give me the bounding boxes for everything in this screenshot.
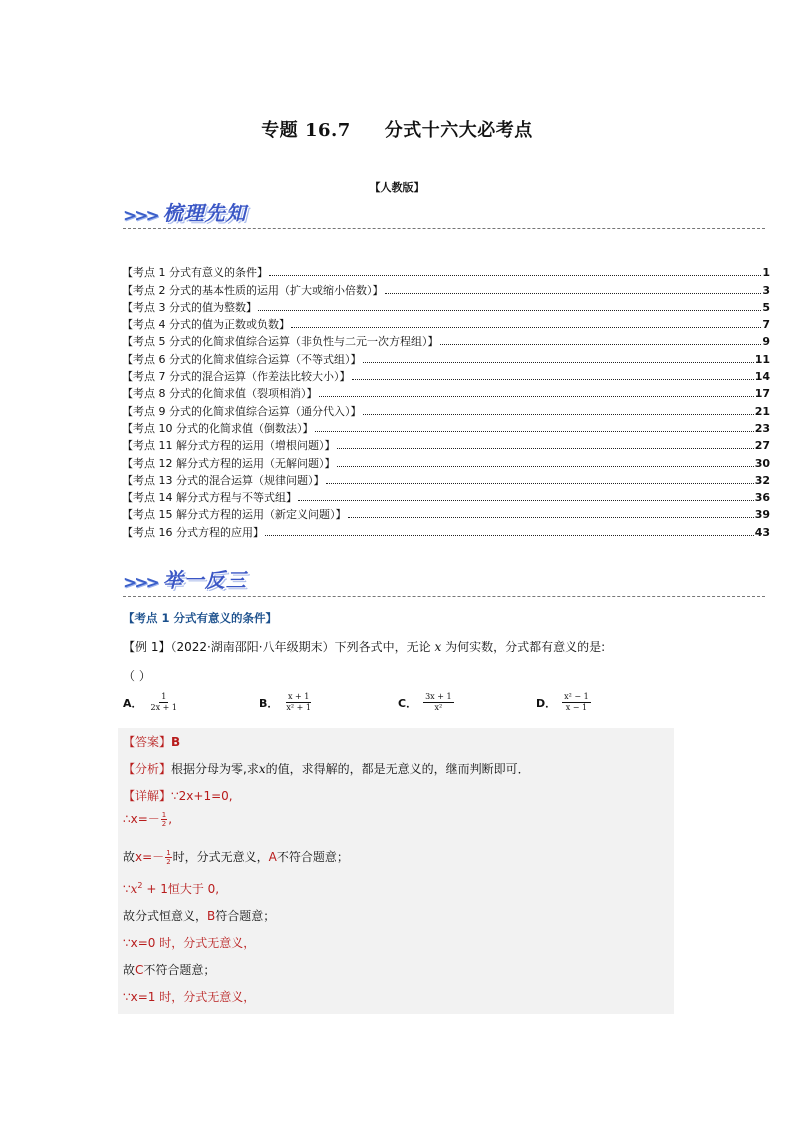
toc-entry-label: 【考点 12 解分式方程的运用（无解问题）】 [122, 456, 336, 470]
toc-entry-label: 【考点 9 分式的化简求值综合运算（通分代入）】 [122, 404, 362, 418]
toc-entry[interactable] [122, 435, 770, 452]
toc-leader-dots [319, 396, 754, 397]
practice-divider [123, 596, 765, 597]
answer-line: 【答案】B [123, 735, 181, 749]
toc-entry[interactable] [122, 297, 770, 314]
option-c[interactable]: C． $\frac{3x + 1}{\text{x²}}$ [398, 692, 452, 712]
option-d-fraction: $\frac{\text{x² − 1}}{x - 1}$ [564, 692, 589, 712]
banner-arrows-icon: >>> [123, 573, 157, 593]
toc-entry-label: 【考点 11 解分式方程的运用（增根问题）】 [122, 439, 336, 453]
toc-entry-page: 30 [754, 456, 770, 470]
detail-line-1: 【详解】∵2x+1=0, [123, 789, 233, 803]
toc-leader-dots [337, 448, 754, 449]
title-number: 专题 16.7 [261, 120, 351, 141]
toc-entry[interactable] [122, 470, 770, 487]
detail-line-2: ∴x=－ $\frac{1}{2}$ , [123, 811, 173, 828]
toc-entry-page: 7 [762, 318, 770, 332]
toc-entry[interactable] [122, 452, 770, 469]
toc-leader-dots [440, 344, 762, 345]
table-of-contents [122, 262, 770, 539]
toc-entry-page: 43 [754, 525, 770, 539]
toc-entry-page: 17 [754, 387, 770, 401]
option-c-fraction: $\frac{3x + 1}{\text{x²}}$ [425, 692, 452, 712]
toc-entry-label: 【考点 6 分式的化简求值综合运算（不等式组）】 [122, 352, 362, 366]
toc-leader-dots [315, 431, 754, 432]
toc-entry-page: 32 [754, 473, 770, 487]
toc-entry[interactable] [122, 262, 770, 279]
toc-entry-page: 14 [754, 370, 770, 384]
toc-entry[interactable] [122, 400, 770, 417]
option-a[interactable]: A． $\frac{1}{2x + 1}$ [123, 692, 177, 712]
option-b[interactable]: B． $\frac{x + 1}{\text{x² + 1}}$ [259, 692, 311, 712]
toc-entry-label: 【考点 16 分式方程的应用】 [122, 525, 264, 539]
example-question [123, 639, 763, 655]
toc-leader-dots [348, 517, 754, 518]
toc-entry-label: 【考点 4 分式的值为正数或负数】 [122, 318, 290, 332]
toc-entry-label: 【考点 7 分式的混合运算（作差法比较大小）】 [122, 370, 351, 384]
toc-leader-dots [298, 500, 754, 501]
toc-entry[interactable] [122, 418, 770, 435]
toc-entry-page: 9 [762, 335, 770, 349]
toc-entry[interactable] [122, 383, 770, 400]
toc-leader-dots [258, 310, 761, 311]
toc-entry-page: 1 [762, 266, 770, 280]
answer-paren: （ ） [123, 669, 151, 683]
toc-banner-text: 梳理先知 [162, 201, 247, 225]
detail-line-7: 故C不符合题意； [123, 963, 216, 977]
toc-entry-label: 【考点 3 分式的值为整数】 [122, 300, 257, 314]
detail-line-5: 故分式恒意义，B符合题意； [123, 909, 276, 923]
toc-entry-page: 27 [754, 439, 770, 453]
toc-entry-page: 11 [754, 352, 770, 366]
toc-entry-label: 【考点 15 解分式方程的运用（新定义问题）】 [122, 508, 347, 522]
toc-leader-dots [363, 362, 754, 363]
edition-label: 【人教版】 [369, 181, 425, 194]
detail-line-4: $\because x^2 + 1$恒大于 0, [123, 881, 220, 896]
toc-leader-dots [385, 293, 762, 294]
toc-leader-dots [363, 414, 754, 415]
toc-entry-label: 【考点 5 分式的化简求值综合运算（非负性与二元一次方程组）】 [122, 335, 439, 349]
toc-divider [123, 228, 765, 229]
toc-banner [123, 200, 247, 226]
toc-entry-label: 【考点 14 解分式方程与不等式组】 [122, 491, 297, 505]
toc-entry[interactable] [122, 504, 770, 521]
toc-entry[interactable] [122, 279, 770, 296]
practice-banner-text: 举一反三 [162, 568, 247, 592]
toc-entry-page: 36 [754, 491, 770, 505]
example-variable: x [434, 640, 442, 654]
toc-entry[interactable] [122, 521, 770, 538]
toc-entry-label: 【考点 8 分式的化简求值（裂项相消）】 [122, 387, 318, 401]
toc-leader-dots [291, 327, 761, 328]
toc-leader-dots [265, 535, 754, 536]
option-d[interactable]: D． $\frac{\text{x² − 1}}{x - 1}$ [536, 692, 589, 712]
toc-leader-dots [269, 275, 761, 276]
example-prefix: 【例 1】（2022·湖南邵阳·八年级期末）下列各式中，无论 [123, 640, 431, 654]
title-text: 分式十六大必考点 [384, 120, 533, 141]
toc-entry-page: 21 [754, 404, 770, 418]
toc-entry-page: 39 [754, 508, 770, 522]
toc-leader-dots [337, 466, 754, 467]
toc-leader-dots [352, 379, 754, 380]
toc-entry-page: 3 [762, 283, 770, 297]
toc-entry-label: 【考点 13 分式的混合运算（规律问题）】 [122, 473, 325, 487]
toc-entry-page: 5 [762, 300, 770, 314]
practice-banner [123, 567, 247, 593]
option-b-fraction: $\frac{x + 1}{\text{x² + 1}}$ [286, 692, 311, 712]
toc-entry[interactable] [122, 314, 770, 331]
toc-leader-dots [326, 483, 754, 484]
toc-entry-label: 【考点 1 分式有意义的条件】 [122, 266, 268, 280]
detail-line-8: ∵x=1 时，分式无意义， [123, 990, 256, 1004]
analysis-line: 【分析】根据分母为零,求x的值，求得解的，都是无意义的，继而判断即可． [123, 762, 530, 776]
option-list [123, 692, 723, 722]
toc-entry[interactable] [122, 348, 770, 365]
banner-arrows-icon: >>> [123, 206, 157, 226]
page-title [0, 116, 794, 142]
toc-entry[interactable] [122, 331, 770, 348]
toc-entry-label: 【考点 2 分式的基本性质的运用（扩大或缩小倍数）】 [122, 283, 384, 297]
option-a-fraction: $\frac{1}{2x + 1}$ [150, 692, 177, 712]
toc-entry-label: 【考点 10 分式的化简求值（倒数法）】 [122, 421, 314, 435]
detail-line-6: ∵x=0 时，分式无意义， [123, 936, 256, 950]
section-title: 【考点 1 分式有意义的条件】 [123, 611, 278, 625]
toc-entry[interactable] [122, 366, 770, 383]
example-suffix: 为何实数，分式都有意义的是: [445, 640, 606, 654]
detail-line-3: 故x=－ $\frac{1}{2}$ 时，分式无意义，A不符合题意； [123, 849, 349, 866]
toc-entry-page: 23 [754, 421, 770, 435]
toc-entry[interactable] [122, 487, 770, 504]
